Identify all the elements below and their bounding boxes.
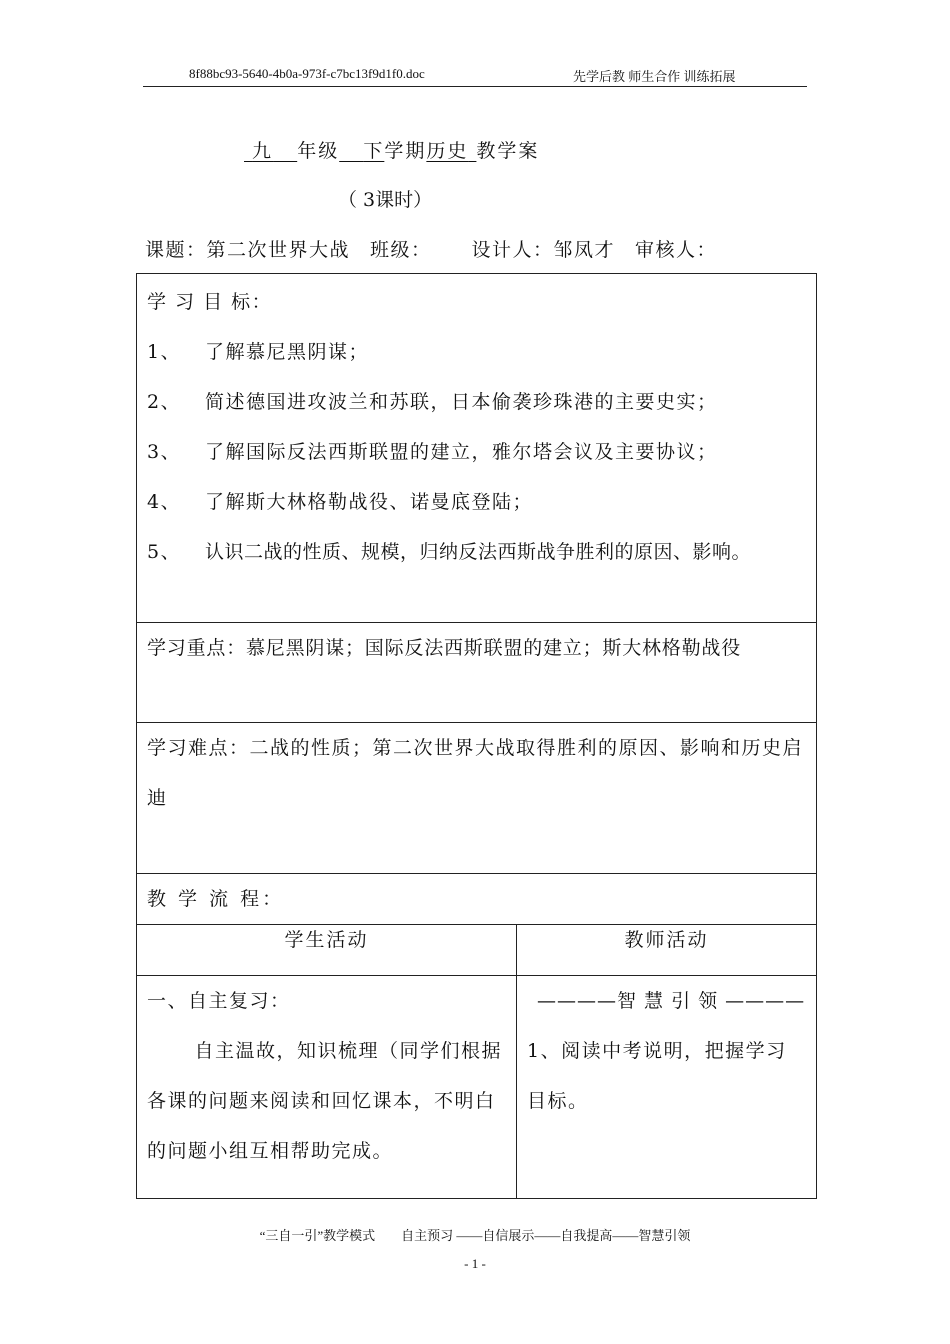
key-points-text: 学习重点：慕尼黑阴谋；国际反法西斯联盟的建立；斯大林格勒战役 bbox=[147, 637, 742, 659]
goal-item: 5、 认识二战的性质、规模，归纳反法西斯战争胜利的原因、影响。 bbox=[147, 541, 752, 563]
title-term-suffix: 学期 bbox=[384, 140, 427, 162]
document-title bbox=[244, 136, 539, 163]
difficulties-cell bbox=[137, 723, 817, 874]
page-number: - 1 - bbox=[464, 1256, 486, 1271]
column-header-row bbox=[137, 925, 817, 976]
lesson-hours: （ 3课时） bbox=[338, 189, 433, 211]
header-filename: 8f88bc93-5640-4b0a-973f-c7bc13f9d1f0.doc bbox=[189, 66, 425, 81]
process-heading: 教 学 流 程： bbox=[147, 888, 285, 910]
student-column-header: 学生活动 bbox=[137, 925, 517, 976]
info-reviewer: 审核人： bbox=[635, 239, 718, 261]
info-topic: 课题：第二次世界大战 bbox=[145, 239, 351, 261]
activity-row bbox=[137, 976, 817, 1199]
title-subject: 历史 bbox=[426, 140, 469, 162]
key-points-row bbox=[137, 623, 817, 723]
student-activity-text: 自主温故，知识梳理（同学们根据各课的问题来阅读和回忆课本，不明白的问题小组互相帮助完成。 bbox=[147, 1040, 503, 1162]
student-activity-cell bbox=[137, 976, 517, 1199]
info-class: 班级： bbox=[370, 239, 432, 261]
goals-cell bbox=[137, 274, 817, 623]
goal-item: 1、 了解慕尼黑阴谋； bbox=[147, 341, 370, 363]
page-header bbox=[143, 64, 807, 87]
goal-item: 4、 了解斯大林格勒战役、诺曼底登陆； bbox=[147, 491, 534, 513]
difficulties-row bbox=[137, 723, 817, 874]
page-footer: “三自一引”教学模式 自主预习 ——自信展示——自我提高——智慧引领 bbox=[259, 1228, 691, 1243]
teacher-divider: ————智 慧 引 领 ———— bbox=[537, 990, 806, 1012]
title-grade: 九 bbox=[252, 140, 274, 162]
difficulties-text: 学习难点：二战的性质；第二次世界大战取得胜利的原因、影响和历史启迪 bbox=[147, 737, 804, 809]
header-motto: 先学后教 师生合作 训练拓展 bbox=[573, 69, 736, 84]
title-doc-type: 教学案 bbox=[476, 140, 540, 162]
key-points-cell bbox=[137, 623, 817, 723]
teacher-activity-text: 1、阅读中考说明，把握学习目标。 bbox=[527, 1040, 787, 1112]
teacher-column-header: 教师活动 bbox=[517, 925, 817, 976]
goal-item: 3、 了解国际反法西斯联盟的建立，雅尔塔会议及主要协议； bbox=[147, 441, 718, 463]
process-row bbox=[137, 874, 817, 925]
process-cell bbox=[137, 874, 817, 925]
title-grade-suffix: 年级 bbox=[297, 140, 340, 162]
lesson-table bbox=[136, 273, 817, 1199]
info-designer: 设计人：邹凤才 bbox=[471, 239, 616, 261]
title-term: 下 bbox=[363, 140, 385, 162]
student-section-title: 一、自主复习： bbox=[147, 990, 291, 1012]
goals-heading: 学 习 目 标： bbox=[147, 291, 273, 313]
teacher-activity-cell bbox=[517, 976, 817, 1199]
goals-row bbox=[137, 274, 817, 623]
goal-item: 2、 简述德国进攻波兰和苏联，日本偷袭珍珠港的主要史实； bbox=[147, 391, 718, 413]
lesson-info bbox=[145, 235, 737, 262]
